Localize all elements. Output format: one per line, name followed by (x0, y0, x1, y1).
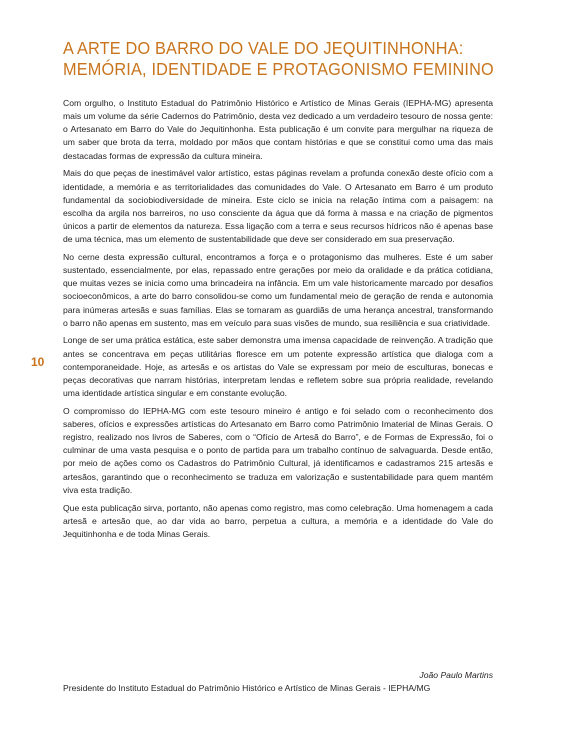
signature-block (63, 669, 493, 695)
signature-role: Presidente do Instituto Estadual do Patrimônio Histórico e Artístico de Minas Gerais - IEPHA/MG (63, 683, 431, 694)
paragraph: Longe de ser uma prática estática, este saber demonstra uma imensa capacidade de reinvenção. A tradição que antes se concentrava em peças utilitárias floresce em um potente expressão artística que dialoga com a contemporaneidade. Hoje, as artesãs e os artistas do Vale se expressam por meio de esculturas, bonecas e peças decorativas que narram histórias, interpretam lendas e refletem sobre sua própria realidade, revelando uma identidade artística singular e em constante evolução. (63, 335, 493, 399)
paragraph: Que esta publicação sirva, portanto, não apenas como registro, mas como celebração. Uma homenagem a cada artesã e artesão que, ao dar vida ao barro, perpetua a cultura, a memória e a identidade do Vale do Jequitinhonha e de toda Minas Gerais. (63, 502, 493, 539)
page-title (63, 38, 494, 80)
title-line-1: A ARTE DO BARRO DO VALE DO JEQUITINHONHA: (63, 38, 464, 58)
title-line-2: MEMÓRIA, IDENTIDADE E PROTAGONISMO FEMININO (63, 59, 494, 79)
paragraph: O compromisso do IEPHA-MG com este tesouro mineiro é antigo e foi selado com o reconhecimento dos saberes, ofícios e expressões artísticas do Artesanato em Barro como Patrimônio Imaterial de Minas Gerais. O registro, realizado nos livros de Saberes, com o “Ofício de Artesã do Barro”, e de Formas de Expressão, foi o culminar de uma vasta pesquisa e o ponto de partida para um trabalho contínuo de salvaguarda. Desde então, por meio de ações como os Cadastros do Patrimônio Cultural, já identificamos e cadastramos 215 artesãs e artesãos, garantindo que o reconhecimento se traduza em valorização e sustentabilidade para quem mantém viva esta tradição. (63, 405, 493, 495)
paragraph: Mais do que peças de inestimável valor artístico, estas páginas revelam a profunda conexão deste ofício com a identidade, a memória e as territorialidades das comunidades do Vale. O Artesanato em Barro é um produto fundamental da sociobiodiversidade de mineira. Este ciclo se inicia na relação íntima com a paisagem: na escolha da argila nos barreiros, no uso consciente da água que dá forma à massa e na criação de pigmentos únicos a partir de elementos da natureza. Essa ligação com a terra e seus recursos hídricos não é apenas base de uma técnica, mas um elemento de sustentabilidade que deve ser considerado em sua preservação. (63, 168, 493, 245)
signature-name: João Paulo Martins (419, 670, 493, 680)
paragraph: Com orgulho, o Instituto Estadual do Patrimônio Histórico e Artístico de Minas Gerais (IEPHA-MG) apresenta mais um volume da série Cadernos do Patrimônio, desta vez dedicado a um verdadeiro tesouro de nossa gente: o Artesanato em Barro do Vale do Jequitinhonha. Esta publicação é um convite para mergulhar na riqueza de um saber que brota da terra, moldado por mãos que contam histórias e que se constitui como uma das mais destacadas formas de expressão da cultura mineira. (63, 98, 493, 161)
page-number: 10 (31, 355, 45, 369)
paragraph: No cerne desta expressão cultural, encontramos a força e o protagonismo das mulheres. Este é um saber sustentado, essencialmente, por elas, repassado entre gerações por meio da oralidade e da prática cotidiana, que muitas vezes se inicia como uma brincadeira na infância. Em um vale historicamente marcado por desafios socioeconômicos, a arte do barro consolidou-se como um fundamental meio de geração de renda e autonomia para inúmeras artesãs e suas famílias. Elas se tornaram as guardiãs de uma herança ancestral, transformando o barro não apenas em sustento, mas em veículo para suas visões de mundo, sua resiliência e sua criatividade. (63, 251, 493, 328)
body-text (63, 97, 493, 546)
